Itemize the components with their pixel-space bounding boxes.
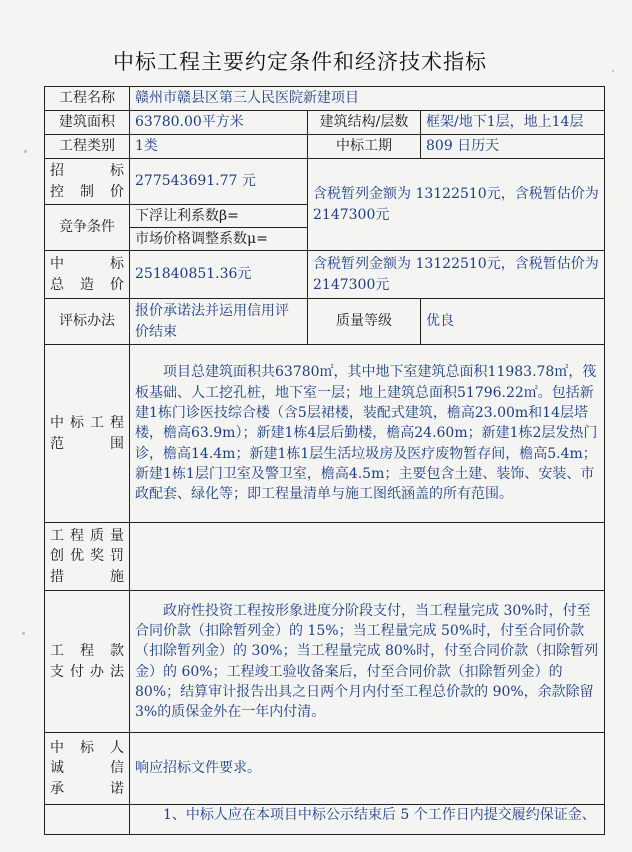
scan-speck — [24, 150, 27, 153]
row-bid-price — [45, 251, 605, 299]
quality-award-label — [45, 523, 130, 591]
commitment-label — [45, 733, 130, 805]
commitment-value: 响应招标文件要求。 — [130, 733, 605, 805]
commitment-label-line2: 诚 信 — [50, 760, 124, 777]
mu-coefficient: 市场价格调整系数μ= — [135, 231, 268, 247]
bid-price-value: 251840851.36元 — [130, 251, 308, 299]
commitment-label-line1: 中标人 — [50, 740, 124, 757]
scope-label-line1: 中标工程 — [50, 415, 124, 432]
competition-label: 竞争条件 — [45, 205, 130, 251]
tender-control-value: 277543691.77 元 — [130, 159, 308, 205]
quality-award-label-line3: 措 施 — [50, 568, 124, 585]
row-project-name — [45, 87, 605, 111]
tender-control-label-line2: 控制价 — [50, 183, 124, 200]
contract-table — [44, 86, 605, 835]
quality-award-label-line2: 创优奖罚 — [50, 548, 124, 565]
row-tender-control — [45, 159, 605, 205]
scope-text: 项目总建筑面积共63780㎡，其中地下室建筑总面积11983.78㎡，筏板基础、人工挖孔桩，地下室一层；地上建筑总面积51796.22㎡。包括新建1栋门诊医技综合楼（含5层裙楼，装配式建筑，檐高23.00m和14层塔楼，檐高63.9m）；新建1栋4层后勤楼，檐高24.60m；新建1栋2层发热门诊，檐高14.4m；新建1栋1层生活垃圾房及医疗废物暂存间，檐高5.4m；新建1栋1层门卫室及警卫室，檐高4.5m；主要包含土建、装饰、安装、市政配套、绿化等；即工程量清单与施工图纸涵盖的所有范围。 — [130, 345, 605, 523]
category-value: 1类 — [130, 135, 308, 159]
row-quality-award — [45, 523, 605, 591]
quality-award-label-line1: 工程质量 — [50, 528, 124, 545]
row-last — [45, 805, 605, 835]
tender-control-note: 含税暂列金额为 13122510元，含税暂估价为2147300元 — [308, 159, 605, 251]
payment-text: 政府性投资工程按形象进度分阶段支付，当工程量完成 30%时，付至合同价款（扣除暂列金）的 15%；当工程量完成 50%时，付至合同价款（扣除暂列金）的 30%；当工程量完成 80%时，付至合同价款（扣除暂列金）的 60%；工程竣工验收备案后，付至合同价款（扣除暂列金）的 80%；结算审计报告出具之日两个月内付至工程总价款的 90%，余款除留 3%的质保金外在一年内付清。 — [130, 591, 605, 733]
area-value: 63780.00平方米 — [130, 111, 308, 135]
evaluation-label: 评标办法 — [45, 299, 130, 345]
bid-price-note: 含税暂列金额为 13122510元，含税暂估价为2147300元 — [308, 251, 605, 299]
structure-value: 框架/地下1层，地上14层 — [421, 111, 605, 135]
beta-coefficient: 下浮让利系数β= — [130, 205, 307, 228]
scan-speck — [22, 632, 25, 635]
payment-label-line2: 支付办法 — [50, 663, 124, 680]
row-area — [45, 111, 605, 135]
quality-level-value: 优良 — [421, 299, 605, 345]
row-payment — [45, 591, 605, 733]
competition-cell — [130, 205, 308, 251]
scan-speck — [612, 70, 614, 72]
duration-value: 809 日历天 — [421, 135, 605, 159]
duration-label: 中标工期 — [308, 135, 421, 159]
scope-label — [45, 345, 130, 523]
page-title: 中标工程主要约定条件和经济技术指标 — [113, 50, 487, 74]
bid-price-label — [45, 251, 130, 299]
payment-label-line1: 工 程 款 — [50, 643, 124, 660]
quality-award-value — [130, 523, 605, 591]
quality-level-label: 质量等级 — [308, 299, 421, 345]
row-evaluation — [45, 299, 605, 345]
row-category — [45, 135, 605, 159]
bid-price-label-line2: 总造价 — [50, 276, 124, 293]
payment-label — [45, 591, 130, 733]
commitment-label-line3: 承 诺 — [50, 780, 124, 797]
project-name-label: 工程名称 — [45, 87, 130, 111]
last-text: 1、中标人应在本项目中标公示结束后 5 个工作日内提交履约保证金、 — [130, 805, 605, 835]
tender-control-label — [45, 159, 130, 205]
row-commitment — [45, 733, 605, 805]
scope-label-line2: 范 围 — [50, 435, 124, 452]
last-label — [45, 805, 130, 835]
project-name-value: 赣州市赣县区第三人民医院新建项目 — [130, 87, 605, 111]
bid-price-label-line1: 中 标 — [50, 256, 124, 273]
area-label: 建筑面积 — [45, 111, 130, 135]
category-label: 工程类别 — [45, 135, 130, 159]
tender-control-label-line1: 招 标 — [50, 163, 124, 180]
row-scope — [45, 345, 605, 523]
evaluation-value: 报价承诺法并运用信用评价结束 — [130, 299, 308, 345]
structure-label: 建筑结构/层数 — [308, 111, 421, 135]
